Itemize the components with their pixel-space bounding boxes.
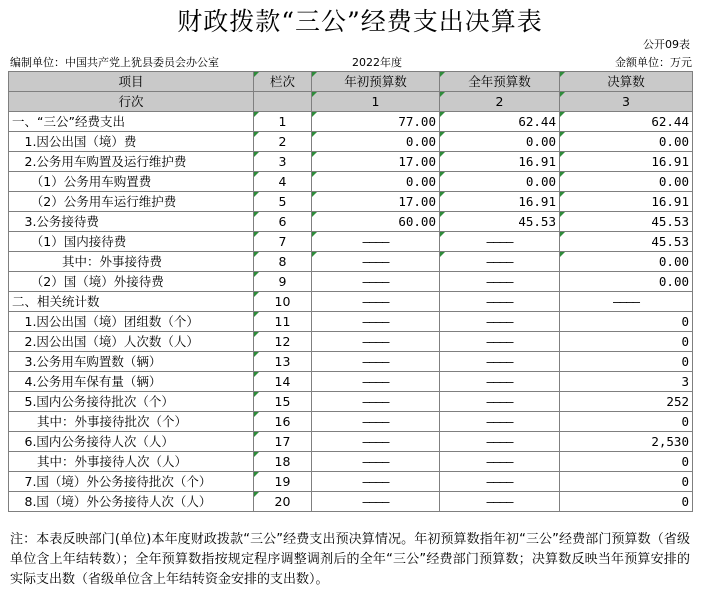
row-number: 19 (254, 472, 312, 492)
row-label: 1.因公出国（境）团组数（个） (9, 312, 254, 332)
annual-budget-cell: ———— (440, 272, 560, 292)
final-account-cell: 0.00 (560, 272, 693, 292)
row-number: 3 (254, 152, 312, 172)
table-row (9, 132, 693, 152)
annual-budget-cell: 0.00 (440, 172, 560, 192)
final-account-cell: 0 (560, 492, 693, 512)
initial-budget-cell: ———— (312, 312, 440, 332)
initial-budget-cell: 17.00 (312, 192, 440, 212)
initial-budget-cell: ———— (312, 472, 440, 492)
initial-budget-cell: ———— (312, 332, 440, 352)
amount-unit: 金额单位：万元 (615, 56, 692, 69)
annual-budget-cell: 16.91 (440, 192, 560, 212)
final-account-cell: 0 (560, 472, 693, 492)
table-row (9, 212, 693, 232)
row-label: 其中：外事接待费 (9, 252, 254, 272)
row-label: 一、“三公”经费支出 (9, 112, 254, 132)
column-number-2: 2 (440, 92, 560, 112)
row-label: 5.国内公务接待批次（个） (9, 392, 254, 412)
table-row (9, 112, 693, 132)
final-account-cell: 252 (560, 392, 693, 412)
header-item: 项目 (9, 72, 254, 92)
initial-budget-cell: ———— (312, 452, 440, 472)
initial-budget-cell: ———— (312, 272, 440, 292)
table-row (9, 292, 693, 312)
row-label: 4.公务用车保有量（辆） (9, 372, 254, 392)
column-number-1: 1 (312, 92, 440, 112)
fiscal-year: 2022年度 (352, 56, 402, 69)
row-label: 3.公务用车购置数（辆） (9, 352, 254, 372)
table-row (9, 272, 693, 292)
header-row (9, 72, 693, 92)
table-row (9, 452, 693, 472)
initial-budget-cell: ———— (312, 372, 440, 392)
table-row (9, 472, 693, 492)
expenditure-table (8, 71, 693, 512)
final-account-cell: 0 (560, 332, 693, 352)
initial-budget-cell: ———— (312, 432, 440, 452)
final-account-cell: ———— (560, 292, 693, 312)
final-account-cell: 16.91 (560, 192, 693, 212)
row-number: 16 (254, 412, 312, 432)
organization-label: 编制单位：中国共产党上犹县委员会办公室 (10, 56, 219, 69)
table-row (9, 432, 693, 452)
annual-budget-cell: 45.53 (440, 212, 560, 232)
annual-budget-cell: 16.91 (440, 152, 560, 172)
table-row (9, 232, 693, 252)
header-row-seq: 行次 (9, 92, 254, 112)
row-number: 4 (254, 172, 312, 192)
table-row (9, 372, 693, 392)
row-label: 6.国内公务接待人次（人） (9, 432, 254, 452)
column-number-row (9, 92, 693, 112)
row-number: 17 (254, 432, 312, 452)
header-blank (254, 92, 312, 112)
annual-budget-cell: 62.44 (440, 112, 560, 132)
row-number: 7 (254, 232, 312, 252)
header-col: 栏次 (254, 72, 312, 92)
initial-budget-cell: 77.00 (312, 112, 440, 132)
row-label: （2）国（境）外接待费 (9, 272, 254, 292)
row-label: 1.因公出国（境）费 (9, 132, 254, 152)
final-account-cell: 0.00 (560, 132, 693, 152)
initial-budget-cell: ———— (312, 352, 440, 372)
row-number: 15 (254, 392, 312, 412)
report-title: 财政拨款“三公”经费支出决算表 (177, 7, 543, 36)
final-account-cell: 0 (560, 312, 693, 332)
initial-budget-cell: 0.00 (312, 132, 440, 152)
row-label: 二、相关统计数 (9, 292, 254, 312)
final-account-cell: 45.53 (560, 212, 693, 232)
row-number: 20 (254, 492, 312, 512)
final-account-cell: 45.53 (560, 232, 693, 252)
row-label: 2.公务用车购置及运行维护费 (9, 152, 254, 172)
row-number: 10 (254, 292, 312, 312)
row-number: 13 (254, 352, 312, 372)
final-account-cell: 16.91 (560, 152, 693, 172)
final-account-cell: 3 (560, 372, 693, 392)
annual-budget-cell: ———— (440, 252, 560, 272)
form-code: 公开09表 (643, 38, 690, 51)
table-row (9, 332, 693, 352)
footnote: 注：本表反映部门(单位)本年度财政拨款“三公”经费支出预决算情况。年初预算数指年初“三公”经费部门预算数（省级单位含上年结转数）；全年预算数指按规定程序调整调剂后的全年“三公”经费部门预算数；决算数反映当年预算安排的实际支出数（省级单位含上年结转资金安排的支出数）。 (10, 532, 690, 587)
annual-budget-cell: 0.00 (440, 132, 560, 152)
initial-budget-cell: ———— (312, 492, 440, 512)
final-account-cell: 0.00 (560, 172, 693, 192)
initial-budget-cell: ———— (312, 252, 440, 272)
row-number: 11 (254, 312, 312, 332)
row-number: 8 (254, 252, 312, 272)
row-number: 12 (254, 332, 312, 352)
initial-budget-cell: ———— (312, 232, 440, 252)
annual-budget-cell: ———— (440, 392, 560, 412)
annual-budget-cell: ———— (440, 312, 560, 332)
annual-budget-cell: ———— (440, 292, 560, 312)
annual-budget-cell: ———— (440, 492, 560, 512)
row-label: （1）国内接待费 (9, 232, 254, 252)
final-account-cell: 0 (560, 412, 693, 432)
row-label: 其中：外事接待批次（个） (9, 412, 254, 432)
annual-budget-cell: ———— (440, 232, 560, 252)
row-number: 18 (254, 452, 312, 472)
row-number: 5 (254, 192, 312, 212)
table-row (9, 392, 693, 412)
annual-budget-cell: ———— (440, 332, 560, 352)
header-annual-budget: 全年预算数 (440, 72, 560, 92)
initial-budget-cell: ———— (312, 292, 440, 312)
final-account-cell: 0 (560, 452, 693, 472)
row-label: 其中：外事接待人次（人） (9, 452, 254, 472)
table-row (9, 192, 693, 212)
row-label: 3.公务接待费 (9, 212, 254, 232)
row-label: 8.国（境）外公务接待人次（人） (9, 492, 254, 512)
annual-budget-cell: ———— (440, 452, 560, 472)
initial-budget-cell: ———— (312, 392, 440, 412)
row-number: 2 (254, 132, 312, 152)
table-row (9, 152, 693, 172)
annual-budget-cell: ———— (440, 352, 560, 372)
initial-budget-cell: ———— (312, 412, 440, 432)
table-row (9, 352, 693, 372)
column-number-3: 3 (560, 92, 693, 112)
row-label: （2）公务用车运行维护费 (9, 192, 254, 212)
row-label: 2.因公出国（境）人次数（人） (9, 332, 254, 352)
final-account-cell: 62.44 (560, 112, 693, 132)
initial-budget-cell: 0.00 (312, 172, 440, 192)
row-number: 6 (254, 212, 312, 232)
final-account-cell: 2,530 (560, 432, 693, 452)
row-label: （1）公务用车购置费 (9, 172, 254, 192)
row-number: 14 (254, 372, 312, 392)
annual-budget-cell: ———— (440, 412, 560, 432)
row-label: 7.国（境）外公务接待批次（个） (9, 472, 254, 492)
annual-budget-cell: ———— (440, 432, 560, 452)
table-row (9, 412, 693, 432)
table-row (9, 172, 693, 192)
table-row (9, 252, 693, 272)
initial-budget-cell: 17.00 (312, 152, 440, 172)
initial-budget-cell: 60.00 (312, 212, 440, 232)
header-initial-budget: 年初预算数 (312, 72, 440, 92)
header-final-account: 决算数 (560, 72, 693, 92)
table-row (9, 492, 693, 512)
table-row (9, 312, 693, 332)
final-account-cell: 0 (560, 352, 693, 372)
final-account-cell: 0.00 (560, 252, 693, 272)
row-number: 9 (254, 272, 312, 292)
annual-budget-cell: ———— (440, 372, 560, 392)
row-number: 1 (254, 112, 312, 132)
annual-budget-cell: ———— (440, 472, 560, 492)
